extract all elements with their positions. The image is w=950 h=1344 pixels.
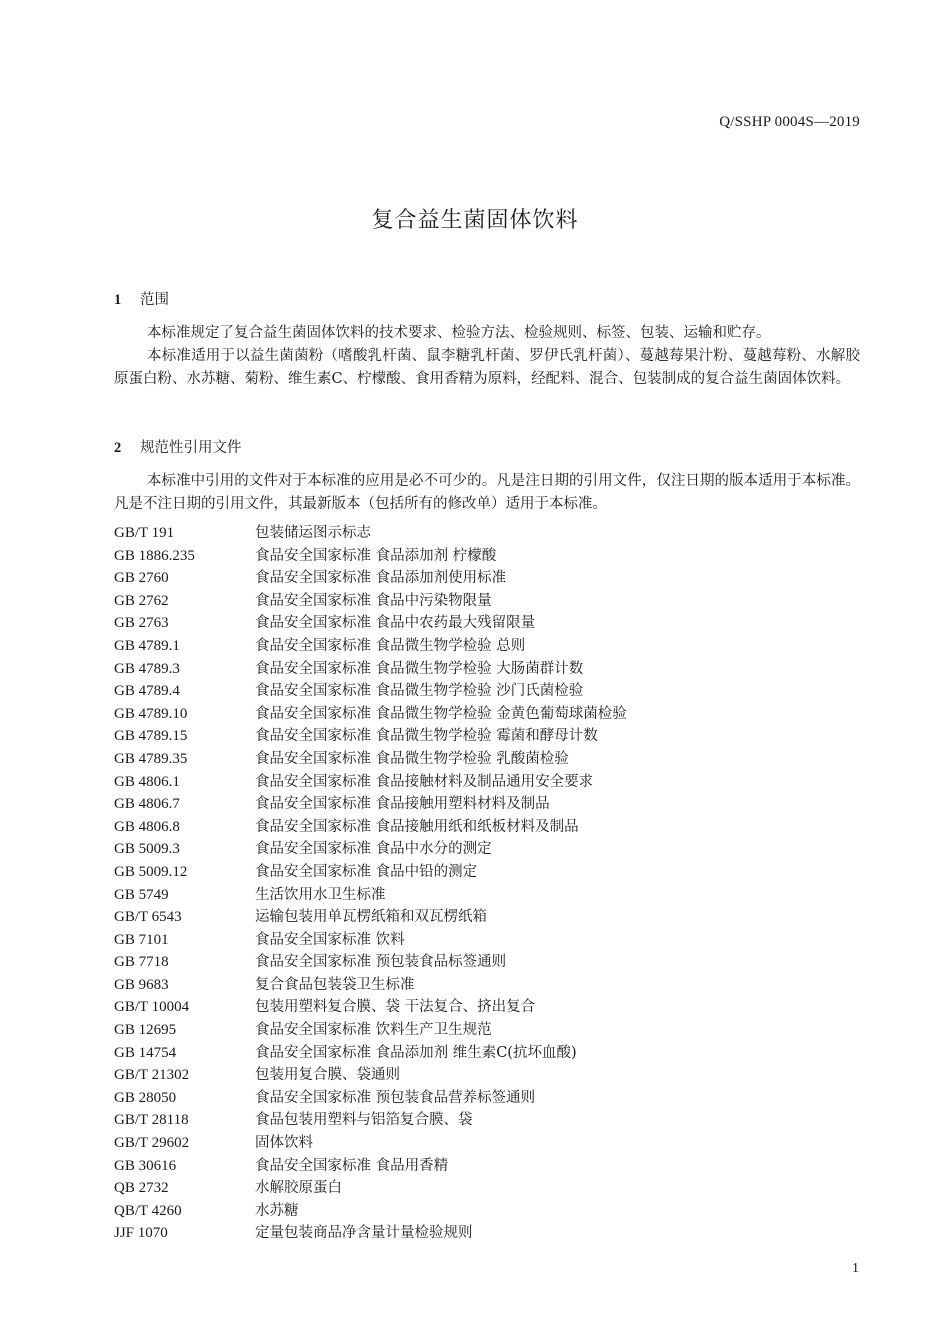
reference-code: GB 1886.235: [114, 547, 195, 564]
reference-title: 运输包装用单瓦楞纸箱和双瓦楞纸箱: [255, 909, 487, 926]
reference-code: GB 4789.1: [114, 637, 180, 654]
reference-row: [114, 725, 860, 748]
reference-row: [114, 658, 860, 681]
reference-code: GB 2762: [114, 592, 169, 609]
reference-code: GB/T 28118: [114, 1112, 189, 1129]
reference-row: [114, 951, 860, 974]
section-title: 范围: [140, 292, 169, 308]
reference-row: [114, 635, 860, 658]
reference-title: 食品安全国家标准 食品微生物学检验 金黄色葡萄球菌检验: [255, 705, 627, 722]
document-code: Q/SSHP 0004S—2019: [719, 114, 860, 130]
reference-title: 食品包装用塑料与铝箔复合膜、袋: [255, 1112, 473, 1129]
reference-row: [114, 612, 860, 635]
reference-title: 食品安全国家标准 食品用香精: [255, 1157, 449, 1174]
reference-code: GB 5009.12: [114, 863, 188, 880]
reference-row: [114, 974, 860, 997]
reference-title: 食品安全国家标准 食品添加剂使用标准: [255, 570, 507, 587]
reference-code: GB 4789.3: [114, 660, 180, 677]
reference-code: GB 28050: [114, 1089, 177, 1106]
section-heading-normative-references: [114, 436, 242, 457]
section-heading-scope: [114, 288, 169, 309]
reference-row: [114, 1155, 860, 1178]
reference-title: 食品安全国家标准 食品微生物学检验 总则: [255, 637, 526, 654]
reference-title: 食品安全国家标准 食品添加剂 维生素C(抗坏血酸): [255, 1044, 577, 1061]
section-number: 2: [114, 440, 122, 456]
reference-title: 食品安全国家标准 食品中铅的测定: [255, 863, 478, 880]
reference-row: [114, 771, 860, 794]
reference-row: [114, 1222, 860, 1245]
reference-row: [114, 1019, 860, 1042]
reference-row: [114, 680, 860, 703]
reference-title: 食品安全国家标准 食品接触用塑料材料及制品: [255, 796, 550, 813]
reference-row: [114, 1177, 860, 1200]
reference-row: [114, 1064, 860, 1087]
reference-row: [114, 929, 860, 952]
reference-title: 食品安全国家标准 食品微生物学检验 乳酸菌检验: [255, 750, 569, 767]
reference-row: [114, 996, 860, 1019]
reference-row: [114, 1042, 860, 1065]
page-number: 1: [852, 1261, 859, 1276]
reference-row: [114, 748, 860, 771]
reference-title: 水解胶原蛋白: [255, 1180, 342, 1197]
reference-title: 包装用复合膜、袋通则: [255, 1067, 400, 1084]
reference-title: 复合食品包装袋卫生标准: [255, 976, 415, 993]
reference-title: 食品安全国家标准 食品添加剂 柠檬酸: [255, 547, 497, 564]
reference-code: QB 2732: [114, 1180, 169, 1197]
reference-title: 食品安全国家标准 食品接触材料及制品通用安全要求: [255, 773, 594, 790]
reference-code: GB 14754: [114, 1044, 177, 1061]
reference-row: [114, 522, 860, 545]
reference-row: [114, 816, 860, 839]
reference-row: [114, 590, 860, 613]
reference-code: GB 9683: [114, 976, 169, 993]
section-number: 1: [114, 292, 122, 308]
reference-title: 食品安全国家标准 食品微生物学检验 大肠菌群计数: [255, 660, 584, 677]
reference-code: GB 4806.7: [114, 796, 180, 813]
reference-title: 食品安全国家标准 饮料: [255, 931, 405, 948]
reference-code: GB 4789.4: [114, 683, 180, 700]
reference-title: 食品安全国家标准 食品微生物学检验 霉菌和酵母计数: [255, 728, 598, 745]
reference-row: [114, 1109, 860, 1132]
reference-title: 食品安全国家标准 食品中污染物限量: [255, 592, 492, 609]
reference-code: GB/T 10004: [114, 999, 190, 1016]
scope-paragraph-2: 本标准适用于以益生菌菌粉（嗜酸乳杆菌、鼠李糖乳杆菌、罗伊氏乳杆菌）、蔓越莓果汁粉、蔓越莓粉、水解胶原蛋白粉、水苏糖、菊粉、维生素C、柠檬酸、食用香精为原料，经配料、混合、包装制成的复合益生菌固体饮料。: [114, 348, 860, 387]
reference-code: GB 12695: [114, 1022, 177, 1039]
reference-row: [114, 884, 860, 907]
reference-title: 定量包装商品净含量计量检验规则: [255, 1225, 473, 1242]
reference-code: GB/T 29602: [114, 1135, 190, 1152]
reference-row: [114, 703, 860, 726]
reference-title: 食品安全国家标准 预包装食品标签通则: [255, 954, 507, 971]
reference-title: 食品安全国家标准 食品中水分的测定: [255, 841, 492, 858]
reference-row: [114, 567, 860, 590]
reference-code: GB 5009.3: [114, 841, 180, 858]
reference-code: GB 5749: [114, 886, 169, 903]
reference-code: GB 2760: [114, 570, 169, 587]
reference-title: 食品安全国家标准 食品微生物学检验 沙门氏菌检验: [255, 683, 584, 700]
reference-row: [114, 1087, 860, 1110]
reference-title: 水苏糖: [255, 1202, 299, 1219]
reference-row: [114, 861, 860, 884]
reference-code: GB 7101: [114, 931, 169, 948]
reference-title: 食品安全国家标准 食品中农药最大残留限量: [255, 615, 536, 632]
reference-code: QB/T 4260: [114, 1202, 182, 1219]
reference-list: [114, 522, 860, 1245]
page-title: 复合益生菌固体饮料: [371, 208, 579, 233]
reference-code: GB 30616: [114, 1157, 177, 1174]
reference-title: 包装用塑料复合膜、袋 干法复合、挤出复合: [255, 999, 536, 1016]
reference-code: JJF 1070: [114, 1225, 168, 1242]
reference-title: 包装储运图示标志: [255, 525, 371, 541]
reference-code: GB/T 6543: [114, 909, 182, 926]
reference-row: [114, 1132, 860, 1155]
reference-code: GB/T 21302: [114, 1067, 190, 1084]
reference-code: GB 4789.35: [114, 750, 188, 767]
reference-row: [114, 793, 860, 816]
reference-code: GB 2763: [114, 615, 169, 632]
reference-title: 食品安全国家标准 预包装食品营养标签通则: [255, 1089, 536, 1106]
reference-code: GB 4789.15: [114, 728, 188, 745]
reference-row: [114, 1200, 860, 1223]
reference-row: [114, 838, 860, 861]
reference-code: GB/T 191: [114, 525, 175, 541]
reference-row: [114, 906, 860, 929]
reference-row: [114, 545, 860, 568]
reference-code: GB 4806.1: [114, 773, 180, 790]
references-intro-paragraph: 本标准中引用的文件对于本标准的应用是必不可少的。凡是注日期的引用文件，仅注日期的版本适用于本标准。凡是不注日期的引用文件，其最新版本（包括所有的修改单）适用于本标准。: [114, 473, 860, 512]
section-title: 规范性引用文件: [140, 440, 242, 456]
reference-title: 食品安全国家标准 饮料生产卫生规范: [255, 1022, 492, 1039]
reference-code: GB 7718: [114, 954, 169, 971]
reference-title: 食品安全国家标准 食品接触用纸和纸板材料及制品: [255, 818, 579, 835]
reference-code: GB 4789.10: [114, 705, 188, 722]
scope-paragraph-1: 本标准规定了复合益生菌固体饮料的技术要求、检验方法、检验规则、标签、包装、运输和贮存。: [147, 325, 771, 341]
reference-code: GB 4806.8: [114, 818, 180, 835]
reference-title: 固体饮料: [255, 1135, 313, 1152]
reference-title: 生活饮用水卫生标准: [255, 886, 386, 903]
